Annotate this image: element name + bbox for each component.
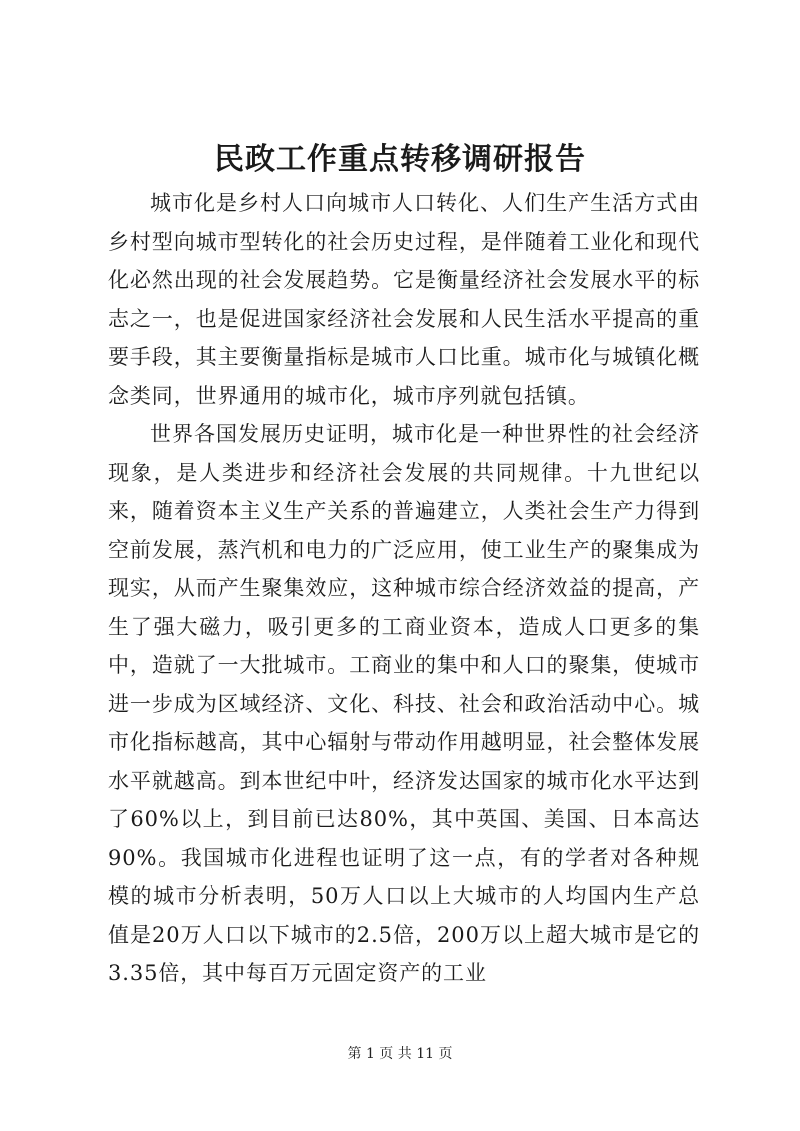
document-body: [108, 184, 700, 993]
page-number-footer: 第 1 页 共 11 页: [347, 1046, 453, 1062]
document-title: 民政工作重点转移调研报告: [214, 142, 586, 177]
paragraph-1: 城市化是乡村人口向城市人口转化、人们生产生活方式由乡村型向城市型转化的社会历史过程，是伴随着工业化和现代化必然出现的社会发展趋势。它是衡量经济社会发展水平的标志之一，也是促进国家经济社会发展和人民生活水平提高的重要手段，其主要衡量指标是城市人口比重。城市化与城镇化概念类同，世界通用的城市化，城市序列就包括镇。: [108, 191, 700, 408]
paragraph-2: 世界各国发展历史证明，城市化是一种世界性的社会经济现象，是人类进步和经济社会发展的共同规律。十九世纪以来，随着资本主义生产关系的普遍建立，人类社会生产力得到空前发展，蒸汽机和电力的广泛应用，使工业生产的聚集成为现实，从而产生聚集效应，这种城市综合经济效益的提高，产生了强大磁力，吸引更多的工商业资本，造成人口更多的集中，造就了一大批城市。工商业的集中和人口的聚集，使城市进一步成为区域经济、文化、科技、社会和政治活动中心。城市化指标越高，其中心辐射与带动作用越明显，社会整体发展水平就越高。到本世纪中叶，经济发达国家的城市化水平达到了60%以上，到目前已达80%，其中英国、美国、日本高达90%。我国城市化进程也证明了这一点，有的学者对各种规模的城市分析表明，50万人口以上大城市的人均国内生产总值是20万人口以下城市的2.5倍，200万以上超大城市是它的3.35倍，其中每百万元固定资产的工业: [108, 422, 700, 985]
